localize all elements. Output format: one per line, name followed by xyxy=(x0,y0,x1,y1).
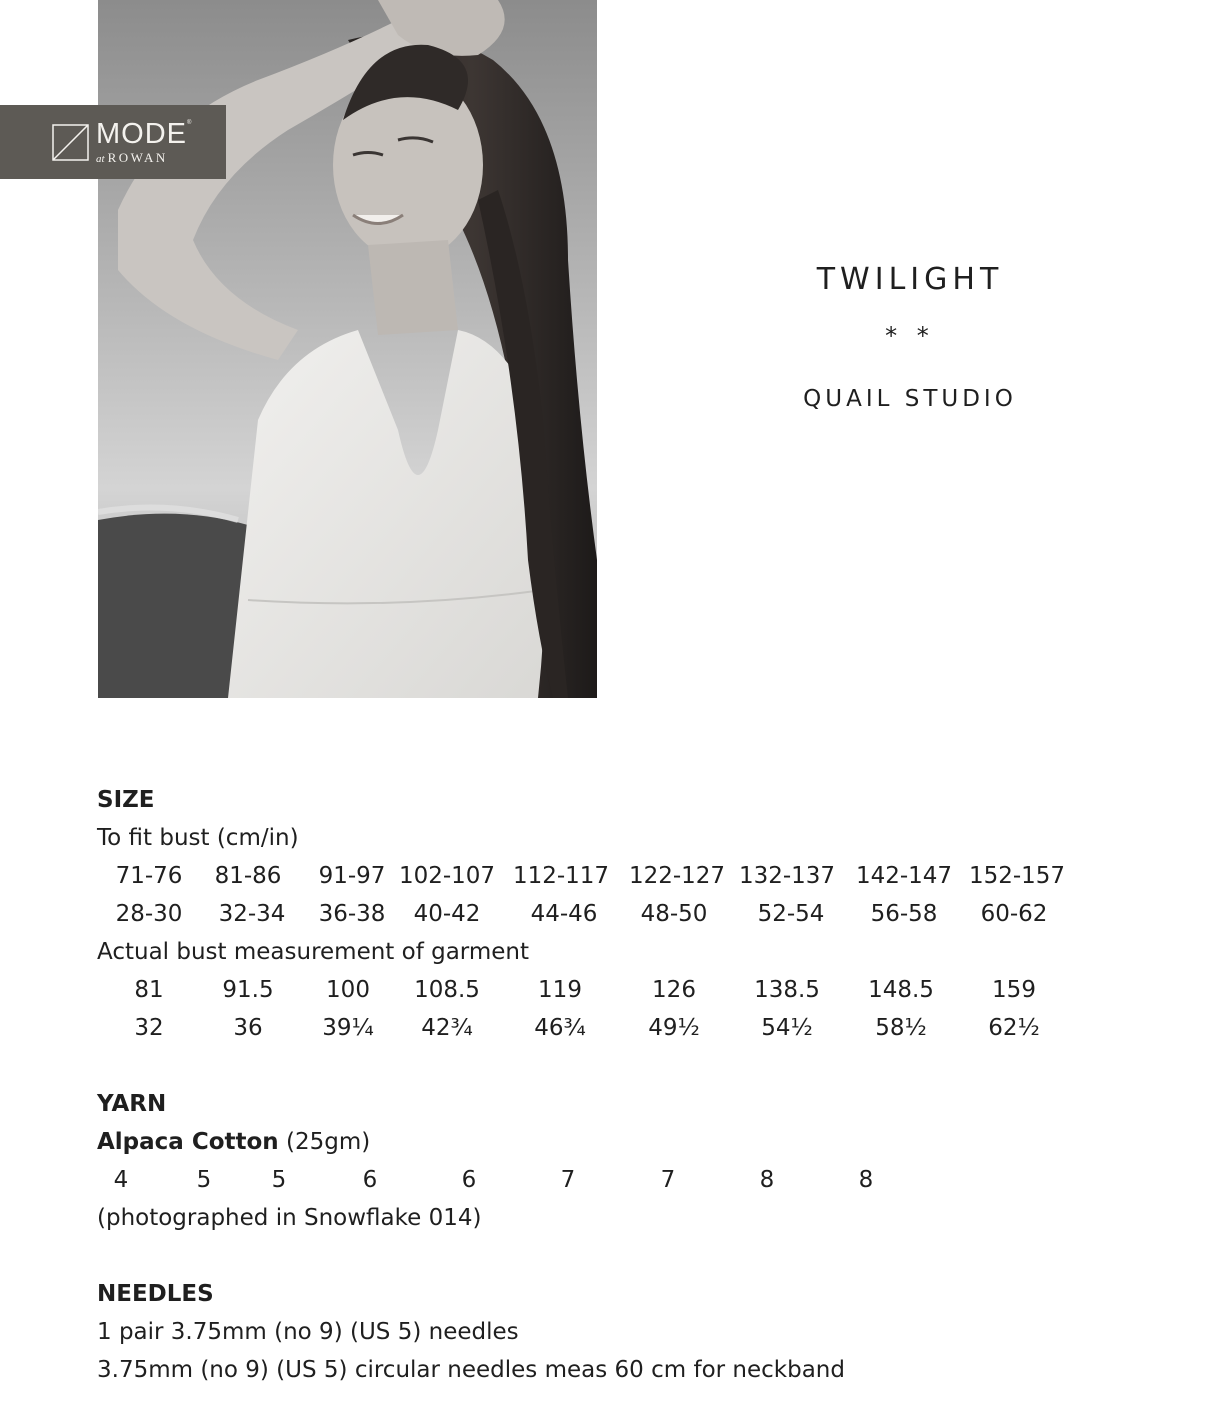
fit-in-row-cell: 48-50 xyxy=(640,901,708,927)
fit-in-row xyxy=(0,903,1214,929)
actual-in-row-cell: 49½ xyxy=(648,1015,700,1041)
yarn-balls-row-cell: 5 xyxy=(196,1167,212,1193)
needles-line-1: 1 pair 3.75mm (no 9) (US 5) needles xyxy=(97,1319,519,1345)
actual-in-row-cell: 42¾ xyxy=(421,1015,473,1041)
logo-brand: MODE® xyxy=(96,117,193,150)
actual-cm-row-cell: 81 xyxy=(134,977,164,1003)
yarn-balls-row-cell: 8 xyxy=(759,1167,775,1193)
yarn-balls-row-cell: 4 xyxy=(113,1167,129,1193)
actual-cm-row-cell: 159 xyxy=(992,977,1036,1003)
yarn-balls-row-cell: 8 xyxy=(858,1167,874,1193)
actual-cm-row xyxy=(0,979,1214,1005)
fit-cm-row-cell: 142-147 xyxy=(855,863,953,889)
actual-cm-row-cell: 119 xyxy=(538,977,582,1003)
actual-cm-row-cell: 126 xyxy=(652,977,696,1003)
actual-in-row-cell: 36 xyxy=(233,1015,263,1041)
fit-in-row-cell: 56-58 xyxy=(870,901,938,927)
actual-in-row-cell: 58½ xyxy=(875,1015,927,1041)
fit-in-row-cell: 40-42 xyxy=(413,901,481,927)
fit-cm-row-cell: 112-117 xyxy=(512,863,610,889)
designer-name: QUAIL STUDIO xyxy=(803,386,1017,412)
yarn-balls-row-cell: 7 xyxy=(660,1167,676,1193)
actual-in-row-cell: 46¾ xyxy=(534,1015,586,1041)
yarn-heading: YARN xyxy=(97,1091,167,1117)
actual-cm-row-cell: 108.5 xyxy=(414,977,480,1003)
actual-cm-row-cell: 138.5 xyxy=(754,977,820,1003)
fit-cm-row-cell: 102-107 xyxy=(398,863,496,889)
fit-in-row-cell: 36-38 xyxy=(318,901,386,927)
logo-mark-icon xyxy=(52,124,89,161)
fit-cm-row-cell: 71-76 xyxy=(115,863,183,889)
fit-cm-row-cell: 91-97 xyxy=(318,863,386,889)
needles-line-2: 3.75mm (no 9) (US 5) circular needles meas 60 cm for neckband xyxy=(97,1357,845,1383)
fit-bust-label: To fit bust (cm/in) xyxy=(97,825,299,851)
difficulty-rating: * * xyxy=(885,322,935,350)
fit-in-row-cell: 60-62 xyxy=(980,901,1048,927)
fit-cm-row-cell: 81-86 xyxy=(214,863,282,889)
fit-in-row-cell: 52-54 xyxy=(757,901,825,927)
needles-heading: NEEDLES xyxy=(97,1281,214,1307)
actual-bust-label: Actual bust measurement of garment xyxy=(97,939,530,965)
logo-sub: at ROWAN xyxy=(96,149,168,165)
fit-cm-row-cell: 122-127 xyxy=(628,863,726,889)
yarn-balls-row-cell: 7 xyxy=(560,1167,576,1193)
fit-in-row-cell: 32-34 xyxy=(218,901,286,927)
size-heading: SIZE xyxy=(97,787,155,813)
actual-cm-row-cell: 100 xyxy=(326,977,370,1003)
fit-cm-row-cell: 132-137 xyxy=(738,863,836,889)
fit-cm-row xyxy=(0,865,1214,891)
yarn-balls-row-cell: 6 xyxy=(461,1167,477,1193)
yarn-balls-row-cell: 6 xyxy=(362,1167,378,1193)
yarn-balls-row xyxy=(0,1169,1214,1195)
actual-in-row-cell: 54½ xyxy=(761,1015,813,1041)
fit-in-row-cell: 28-30 xyxy=(115,901,183,927)
actual-cm-row-cell: 148.5 xyxy=(868,977,934,1003)
yarn-name: Alpaca Cotton xyxy=(97,1129,279,1155)
actual-in-row-cell: 32 xyxy=(134,1015,164,1041)
actual-cm-row-cell: 91.5 xyxy=(222,977,274,1003)
actual-in-row xyxy=(0,1017,1214,1043)
actual-in-row-cell: 62½ xyxy=(988,1015,1040,1041)
yarn-weight: (25gm) xyxy=(286,1129,371,1155)
pattern-title: TWILIGHT xyxy=(816,262,1004,297)
yarn-balls-row-cell: 5 xyxy=(271,1167,287,1193)
yarn-name-line xyxy=(97,1131,370,1154)
fit-cm-row-cell: 152-157 xyxy=(968,863,1066,889)
brand-logo xyxy=(0,105,226,179)
fit-in-row-cell: 44-46 xyxy=(530,901,598,927)
actual-in-row-cell: 39¼ xyxy=(322,1015,374,1041)
yarn-note: (photographed in Snowflake 014) xyxy=(97,1205,482,1231)
